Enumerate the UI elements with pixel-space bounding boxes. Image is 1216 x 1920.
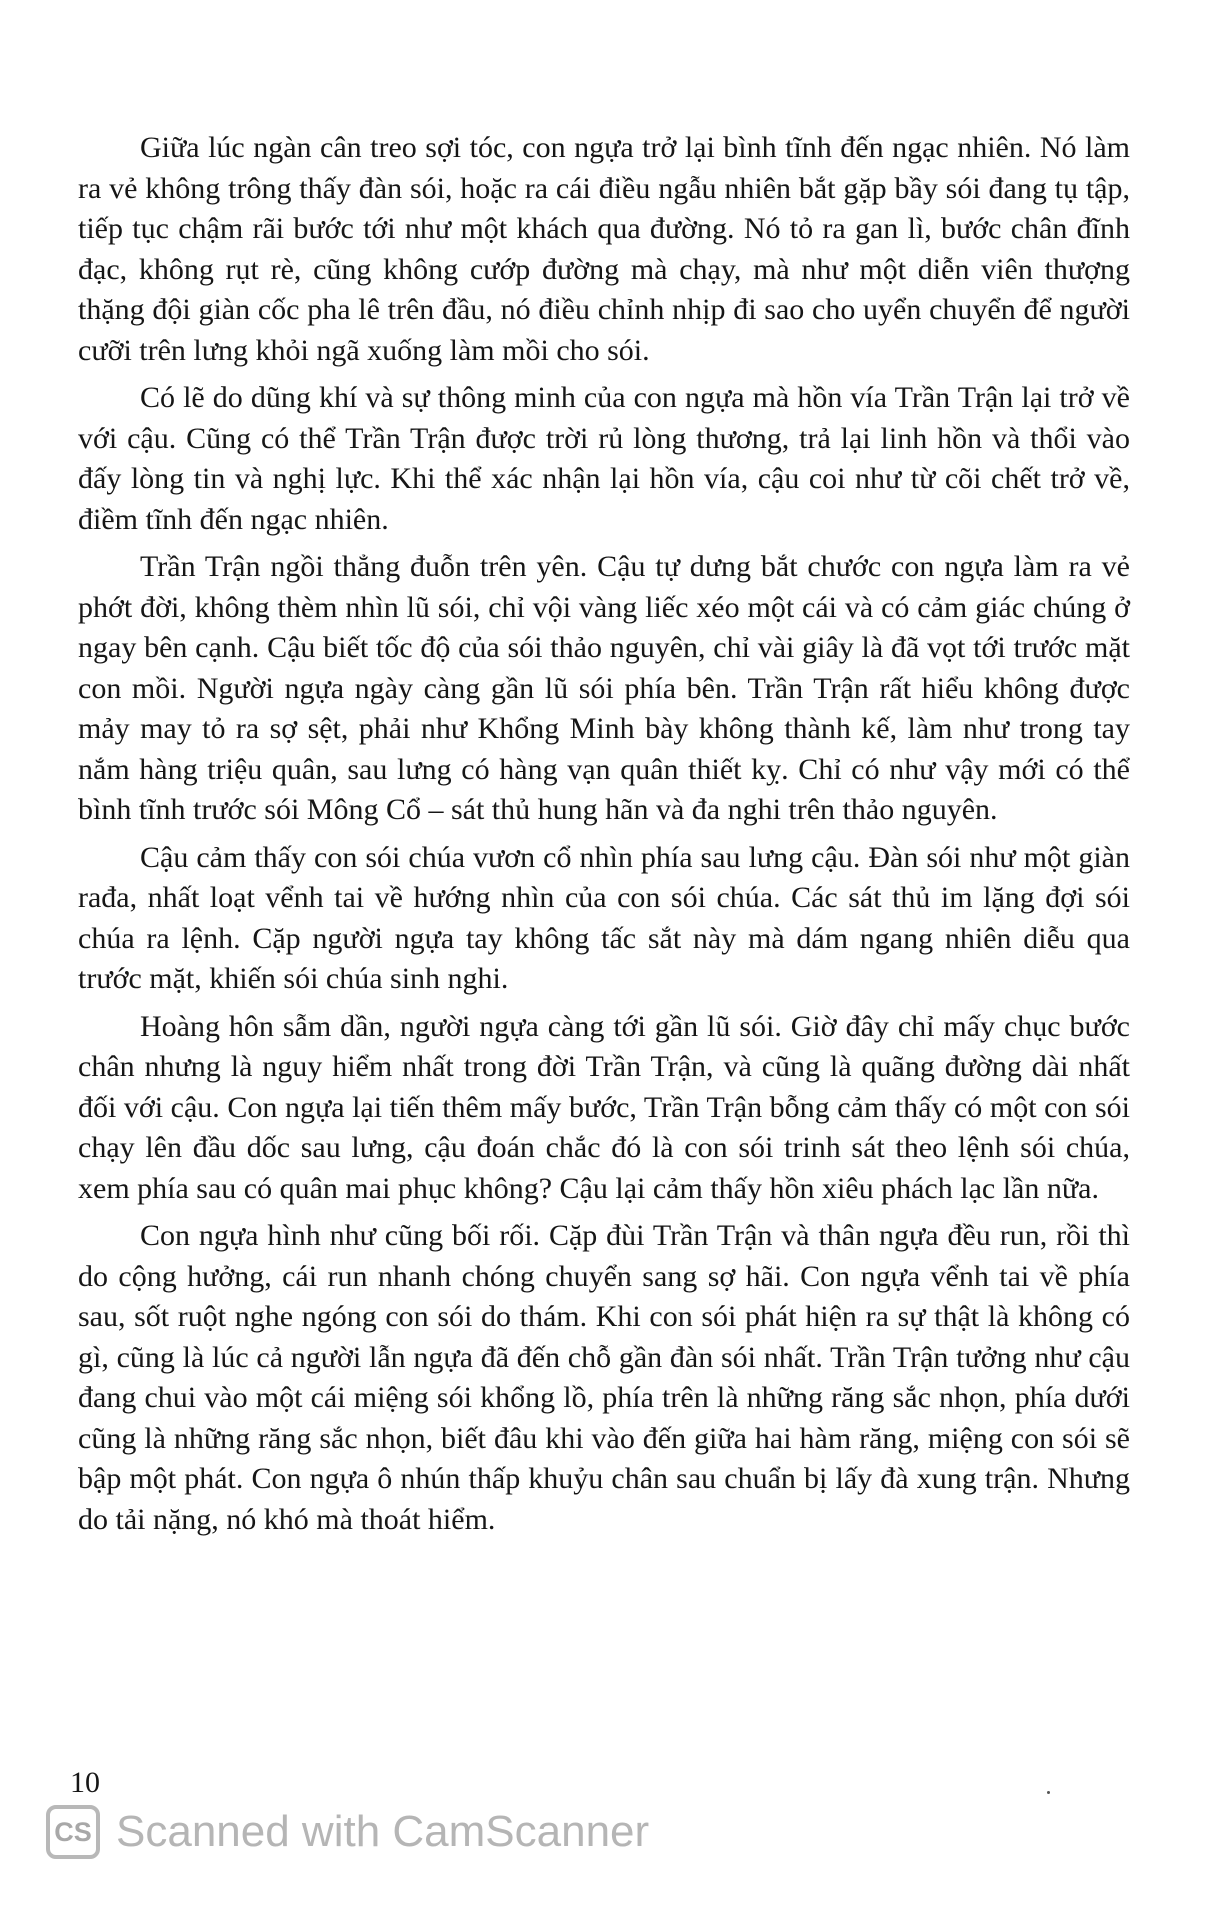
scan-speck [1047,1791,1050,1794]
paragraph-5: Hoàng hôn sẫm dần, người ngựa càng tới gần lũ sói. Giờ đây chỉ mấy chục bước chân nhưng là nguy hiểm nhất trong đời Trần Trận, và cũng là quãng đường dài nhất đối với cậu. Con ngựa lại tiến thêm mấy bước, Trần Trận bỗng cảm thấy có một con sói chạy lên đầu dốc sau lưng, cậu đoán chắc đó là con sói trinh sát theo lệnh sói chúa, xem phía sau có quân mai phục không? Cậu lại cảm thấy hồn xiêu phách lạc lần nữa. [78,1009,1130,1205]
paragraph-2: Có lẽ do dũng khí và sự thông minh của con ngựa mà hồn vía Trần Trận lại trở về với cậu. Cũng có thể Trần Trận được trời rủ lòng thương, trả lại linh hồn và thổi vào đấy lòng tin và nghị lực. Khi thể xác nhận lại hồn vía, cậu coi như từ cõi chết trở về, điềm tĩnh đến ngạc nhiên. [78,381,1130,536]
camscanner-watermark [46,1800,649,1864]
watermark-text: Scanned with CamScanner [116,1807,650,1856]
paragraph-4: Cậu cảm thấy con sói chúa vươn cổ nhìn phía sau lưng cậu. Đàn sói như một giàn rađa, nhất loạt vểnh tai về hướng nhìn của con sói chúa. Các sát thủ im lặng đợi sói chúa ra lệnh. Cặp người ngựa tay không tấc sắt này mà dám ngang nhiên diễu qua trước mặt, khiến sói chúa sinh nghi. [78,840,1130,995]
paragraph-3: Trần Trận ngồi thẳng đuỗn trên yên. Cậu tự dưng bắt chước con ngựa làm ra vẻ phớt đời, không thèm nhìn lũ sói, chỉ vội vàng liếc xéo một cái và có cảm giác chúng ở ngay bên cạnh. Cậu biết tốc độ của sói thảo nguyên, chỉ vài giây là đã vọt tới trước mặt con mồi. Người ngựa ngày càng gần lũ sói phía bên. Trần Trận rất hiểu không được mảy may tỏ ra sợ sệt, phải như Khổng Minh bày không thành kế, làm như trong tay nắm hàng triệu quân, sau lưng có hàng vạn quân thiết kỵ. Chỉ có như vậy mới có thể bình tĩnh trước sói Mông Cổ – sát thủ hung hãn và đa nghi trên thảo nguyên. [78,550,1130,826]
paragraph-6: Con ngựa hình như cũng bối rối. Cặp đùi Trần Trận và thân ngựa đều run, rồi thì do cộng hưởng, cái run nhanh chóng chuyển sang sợ hãi. Con ngựa vểnh tai về phía sau, sốt ruột nghe ngóng con sói do thám. Khi con sói phát hiện ra sự thật là không có gì, cũng là lúc cả người lẫn ngựa đã đến chỗ gần đàn sói nhất. Trần Trận tưởng như cậu đang chui vào một cái miệng sói khổng lồ, phía trên là những răng sắc nhọn, phía dưới cũng là những răng sắc nhọn, biết đâu khi vào đến giữa hai hàm răng, miệng con sói sẽ bập một phát. Con ngựa ô nhún thấp khuỷu chân sau chuẩn bị lấy đà xung trận. Nhưng do tải nặng, nó khó mà thoát hiểm. [78,1219,1130,1536]
page-number: 10 [70,1766,100,1799]
page-body [78,128,1130,1547]
paragraph-1: Giữa lúc ngàn cân treo sợi tóc, con ngựa trở lại bình tĩnh đến ngạc nhiên. Nó làm ra vẻ không trông thấy đàn sói, hoặc ra cái điều ngẫu nhiên bắt gặp bầy sói đang tụ tập, tiếp tục chậm rãi bước tới như một khách qua đường. Nó tỏ ra gan lì, bước chân đĩnh đạc, không rụt rè, cũng không cướp đường mà chạy, mà như một diễn viên thượng thặng đội giàn cốc pha lê trên đầu, nó điều chỉnh nhịp đi sao cho uyển chuyển để người cưỡi trên lưng khỏi ngã xuống làm mồi cho sói. [78,131,1130,367]
camscanner-logo-icon: CS [46,1805,100,1859]
